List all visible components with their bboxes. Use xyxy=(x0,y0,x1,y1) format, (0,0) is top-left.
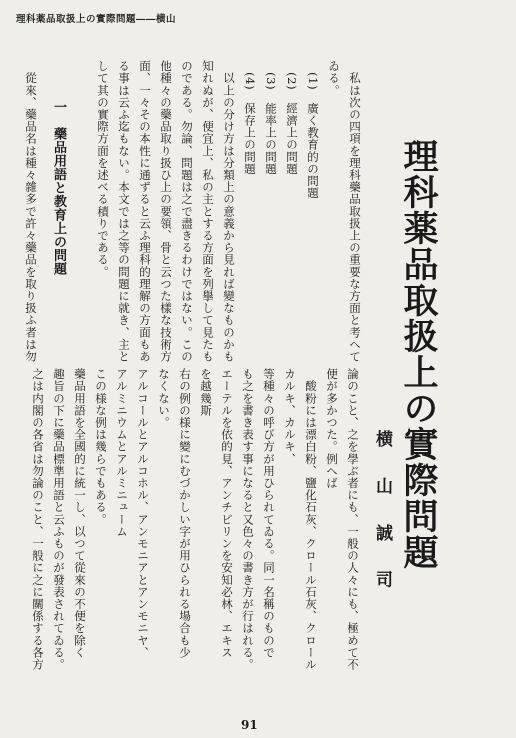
article-title: 理科薬品取扱上の實際問題 xyxy=(398,138,439,570)
author-name: 横 山 誠 司 xyxy=(372,430,392,600)
text-line: を越幾斯 xyxy=(199,368,213,417)
text-line: この様な例は幾らでもある。 xyxy=(94,368,108,526)
text-line: 面、一々その本性に通ずると云ふ理科的理解の方面もあ xyxy=(138,60,152,363)
text-line: る事は云ふ迄もない。本文では之等の問題に就き、主と xyxy=(117,60,131,363)
text-line: 便が多かつた。例へば xyxy=(325,368,339,489)
section-body-line: 從來、藥品名は種々雜多で許々藥品を取り扱ふ者は勿 xyxy=(24,60,38,363)
text-line: 知れぬが、便宜上、私の主とする方面を列擧して見たも xyxy=(201,60,215,363)
text-line: (3) 能率上の問題 xyxy=(264,60,278,175)
text-line: 他種々の藥品取り扱ひ上の要領、骨と云つた樣な技術方 xyxy=(159,60,173,363)
text-line: カルキ、カルキ、 xyxy=(283,368,297,465)
text-line: なくない。 xyxy=(157,368,171,429)
text-line: (1) 廣く教育的の問題 xyxy=(306,60,320,200)
running-head: 理科薬品取扱上の實際問題――横山 xyxy=(16,14,177,25)
text-line: 私は次の四項を理科藥品取扱上の重要な方面と考へて xyxy=(348,60,362,363)
text-line: 之は内閣の各省は勿論のこと、一般に之に關係する各方 xyxy=(31,368,45,671)
text-line: ゐる。 xyxy=(327,60,341,97)
text-line: 等種々の呼び方が用ひられてゐる。同一名稱のもので xyxy=(262,368,276,659)
text-line: (2) 經濟上の問題 xyxy=(285,60,299,175)
text-line: 趣旨の下に藥品標準用語と云ふものが發表されてゐる。 xyxy=(52,368,66,671)
text-line: アルミニウムとアルミニューム xyxy=(115,368,129,538)
text-line: 以上の分け方は分類上の意義から見れば變なものかも xyxy=(222,60,236,363)
text-line: アルコールとアルコホル、アンモニアとアンモニヤ、 xyxy=(136,368,150,659)
text-line: も之を書き表す事になると又色々の書き方が行はれる。 xyxy=(241,368,255,671)
text-line: 酸粉には漂白粉、鹽化石灰、クロール石灰、クロール xyxy=(304,368,318,671)
text-line: (4) 保存上の問題 xyxy=(243,60,257,175)
text-line: エーテルを依的見、アンチピリンを安知必林、エキス xyxy=(220,368,234,659)
page-number: 91 xyxy=(241,718,258,732)
text-line: 論のこと、之を學ぶ者にも、一般の人々にも、極めて不 xyxy=(346,368,360,671)
text-line: 藥品用語を全國的に統一し、以つて從來の不便を除く xyxy=(73,368,87,659)
text-line: して其の實際方面を述べる積りである。 xyxy=(96,60,110,278)
section-heading: 一 藥品用語と教育上の問題 xyxy=(51,100,66,276)
text-line: のである。勿論、問題は之で盡きるわけではない。この xyxy=(180,60,194,363)
text-line: 右の例の様に變にむづかしい字が用ひられる場合も少 xyxy=(178,368,192,659)
